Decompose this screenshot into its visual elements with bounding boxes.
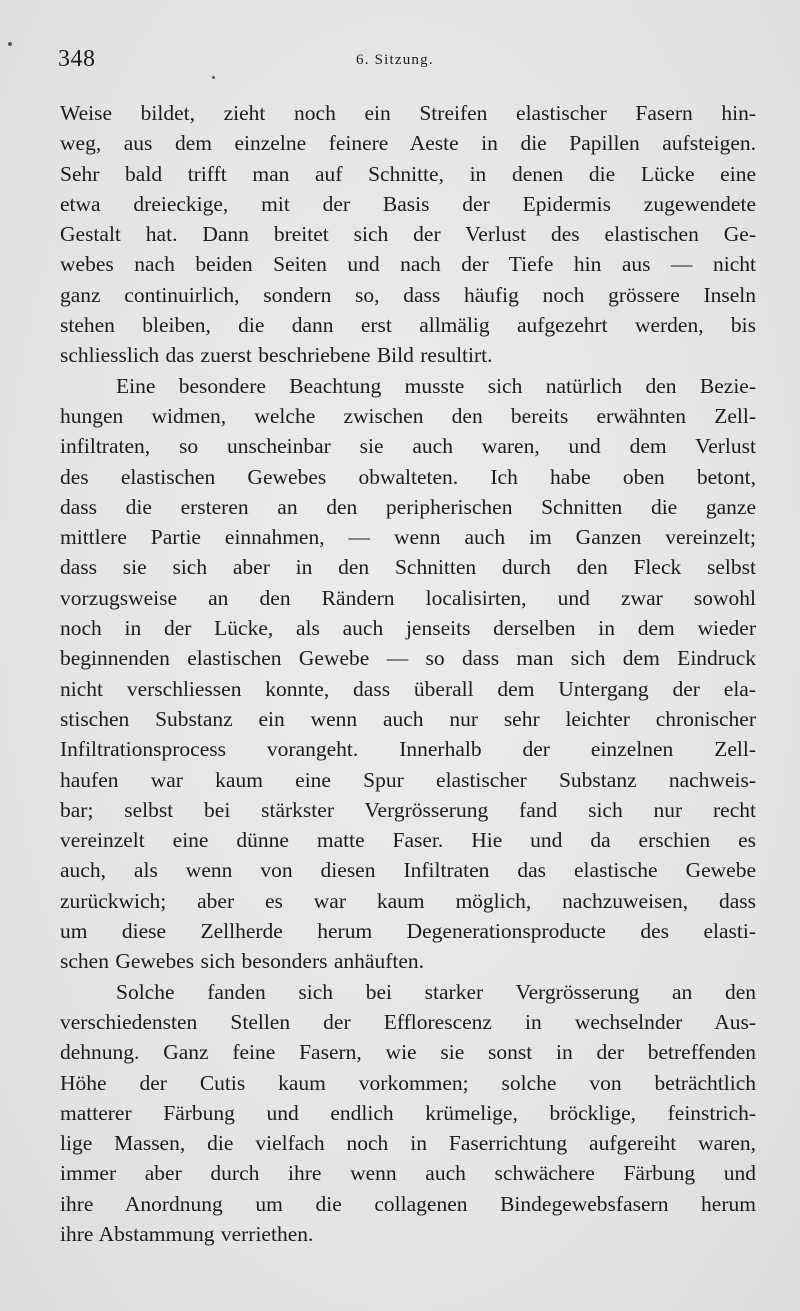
page-number: 348: [58, 46, 96, 72]
paper-speck: [8, 42, 12, 46]
text-line: bar; selbst bei stärkster Vergrösserung fand sich nur recht: [60, 797, 756, 822]
text-line: infiltraten, so unscheinbar sie auch waren, und dem Verlust: [60, 434, 756, 459]
text-line: verschiedensten Stellen der Efflorescenz in wechselnder Aus-: [60, 1009, 756, 1034]
text-line: webes nach beiden Seiten und nach der Tiefe hin aus — nicht: [60, 252, 756, 277]
body-text: [60, 98, 756, 1249]
text-line: weg, aus dem einzelne feinere Aeste in die Papillen aufsteigen.: [60, 131, 756, 156]
text-line: schliesslich das zuerst beschriebene Bild resultirt.: [60, 343, 493, 368]
text-line: des elastischen Gewebes obwalteten. Ich habe oben betont,: [60, 464, 756, 489]
text-line: stischen Substanz ein wenn auch nur sehr leichter chronischer: [60, 706, 756, 731]
text-line: Weise bildet, zieht noch ein Streifen elastischer Fasern hin-: [60, 101, 756, 125]
text-line: lige Massen, die vielfach noch in Faserrichtung aufgereiht waren,: [60, 1131, 756, 1156]
text-line: Infiltrationsprocess vorangeht. Innerhalb der einzelnen Zell-: [60, 737, 756, 762]
text-line: stehen bleiben, die dann erst allmälig aufgezehrt werden, bis: [60, 313, 756, 338]
text-line: mittlere Partie einnahmen, — wenn auch im Ganzen vereinzelt;: [60, 525, 756, 550]
text-line: hungen widmen, welche zwischen den bereits erwähnten Zell-: [60, 403, 756, 428]
text-line: etwa dreieckige, mit der Basis der Epidermis zugewendete: [60, 191, 756, 216]
text-line: nicht verschliessen konnte, dass überall dem Untergang der ela-: [60, 676, 756, 701]
text-line: zurückwich; aber es war kaum möglich, nachzuweisen, dass: [60, 888, 756, 913]
text-line: haufen war kaum eine Spur elastischer Substanz nachweis-: [60, 767, 756, 792]
text-line: um diese Zellherde herum Degenerationsproducte des elasti-: [60, 919, 756, 944]
text-line: dehnung. Ganz feine Fasern, wie sie sonst in der betreffenden: [60, 1040, 756, 1065]
page-header: [58, 46, 780, 76]
text-line: Solche fanden sich bei starker Vergrösserung an den: [116, 979, 756, 1004]
text-line: Gestalt hat. Dann breitet sich der Verlust des elastischen Ge-: [60, 222, 756, 247]
text-line: ihre Anordnung um die collagenen Bindegewebsfasern herum: [60, 1191, 756, 1216]
text-line: dass sie sich aber in den Schnitten durch den Fleck selbst: [60, 555, 756, 580]
text-line: vorzugsweise an den Rändern localisirten, und zwar sowohl: [60, 585, 756, 610]
text-line: Sehr bald trifft man auf Schnitte, in denen die Lücke eine: [60, 161, 756, 186]
running-head: 6. Sitzung.: [356, 52, 434, 68]
text-line: auch, als wenn von diesen Infiltraten das elastische Gewebe: [60, 858, 756, 883]
text-line: matterer Färbung und endlich krümelige, bröcklige, feinstrich-: [60, 1100, 756, 1125]
text-line: dass die ersteren an den peripherischen Schnitten die ganze: [60, 494, 756, 519]
text-line: ganz continuirlich, sondern so, dass häufig noch grössere Inseln: [60, 282, 756, 307]
text-line: vereinzelt eine dünne matte Faser. Hie und da erschien es: [60, 828, 756, 853]
text-line: ihre Abstammung verriethen.: [60, 1221, 314, 1246]
text-line: schen Gewebes sich besonders anhäuften.: [60, 949, 424, 974]
text-line: Eine besondere Beachtung musste sich natürlich den Bezie-: [116, 373, 756, 398]
text-line: beginnenden elastischen Gewebe — so dass man sich dem Eindruck: [60, 646, 756, 671]
text-line: immer aber durch ihre wenn auch schwächere Färbung und: [60, 1161, 756, 1186]
text-line: Höhe der Cutis kaum vorkommen; solche von beträchtlich: [60, 1070, 756, 1095]
text-line: noch in der Lücke, als auch jenseits derselben in dem wieder: [60, 616, 756, 641]
paper-speck: [212, 76, 215, 79]
